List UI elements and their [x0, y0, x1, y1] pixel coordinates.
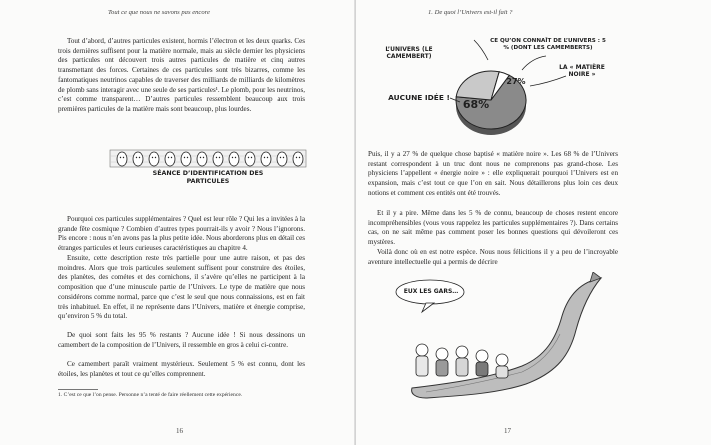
left-paragraph-5: Ce camembert paraît vraiment mystérieux. Seulement 5 % est connu, dont les étoiles, les planètes et tout ce qu’elles comprennent.	[58, 360, 305, 378]
label-no-idea: AUCUNE IDÉE !	[388, 93, 450, 102]
right-paragraph-1: Puis, il y a 27 % de quelque chose baptisé « matière noire ». Les 68 % de l’Univers restant correspondent à un truc dont nous ne comprenons pas grand-chose. Les physiciens l’appellent « énergie noire » : elle expliquerait pourquoi l’Univers est en expansion, mais c’est tout ce que l’on en sait. Nous détaillerons plus loin ces deux notions et comment ces entités ont été trouvés.	[368, 150, 618, 197]
tail-cartoon	[386, 272, 616, 412]
label-dark-matter: LA « MATIÈRE NOIRE »	[559, 64, 605, 79]
page-number-left: 16	[176, 427, 183, 435]
running-head-right: 1. De quoi l’Univers est-il fait ?	[428, 9, 513, 16]
left-paragraph-3: Ensuite, cette description reste très partielle pour une autre raison, et pas des moindres. Alors que trois particules seulement suffisent pour construire des étoiles, des planètes, des cométes et des cornichons, il s’avère qu’elles ne participent à la composition que d’une minuscule partie de l’Univers. Le type de matière que nous considérons comme normal, parce que c’est le seul que nous connaissions, est en fait très inhabituel. En effet, il ne représente dans l’Univers, matière et énergie comprise, qu’environ 5 % du total.	[58, 254, 305, 321]
label-universe: L’UNIVERS (LE CAMEMBERT)	[385, 46, 433, 61]
label-27-percent: 27%	[506, 77, 526, 86]
right-page	[356, 0, 711, 445]
running-head-left: Tout ce que nous ne savons pas encore	[108, 9, 210, 16]
label-68-percent: 68%	[462, 98, 490, 111]
left-paragraph-4: De quoi sont faits les 95 % restants ? Aucune idée ! Si nous dessinons un camembert de la composition de l’Univers, il ressemble en gros à celui ci-contre.	[58, 331, 305, 349]
universe-pie-chart	[370, 28, 610, 146]
right-paragraph-3: Voilà donc où en est notre espèce. Nous nous félicitions il y a peu de l’incroyable aventure intellectuelle qui a permis de décrire	[368, 248, 618, 266]
label-known-fraction: CE QU’ON CONNAÎT DE L’UNIVERS : 5 % (DONT LES CAMEMBERTS)	[490, 38, 606, 51]
lineup-caption: SÉANCE D’IDENTIFICATION DES PARTICULES	[152, 170, 264, 185]
page-number-right: 17	[504, 427, 511, 435]
particle-lineup-cartoon	[108, 148, 308, 192]
left-paragraph-2: Pourquoi ces particules supplémentaires ? Quel est leur rôle ? Qui les a invitées à la grande fête cosmique ? Combien d’autres types pourrait-ils y avoir ? Nous l’ignorons. Pis encore : nous n’en avons pas la plus petite idée. Nous aborderons plus en détail ces étranges particules et leurs curieuses caractéristiques au chapitre 4.	[58, 215, 305, 253]
footnote-rule	[58, 389, 98, 390]
speech-bubble-text: EUX LES GARS…	[403, 288, 459, 295]
footnote: 1. C’est ce que l’on pense. Personne n’a tenté de faire réellement cette expérience.	[58, 392, 243, 398]
left-page	[0, 0, 355, 445]
left-paragraph-1: Tout d’abord, d’autres particules existent, hormis l’électron et les deux quarks. Ces trois dernières suffisent pour la matière normale, mais au siècle dernier les physiciens des particules ont découvert trois autres particules de matière et cinq autres transmettant des forces. Certaines de ces particules sont très bizarres, comme les fantomatiques neutrinos capables de traverser des milliards de milliards de kilomètres de plomb sans interagir avec une seule de ses particules¹. Le plomb, pour les neutrinos, c’est comme transparent… D’autres particules ressemblent beaucoup aux trois premières particules de la matière mais sont beaucoup, plus lourdes.	[58, 37, 305, 113]
right-paragraph-2: Et il y a pire. Même dans les 5 % de connu, beaucoup de choses restent encore incompréhensibles (vous vous rappelez les particules supplémentaires ?). Dans certains cas, on ne sait même pas comment poser les bonnes questions qui dévoileront ces mystères.	[368, 209, 618, 247]
